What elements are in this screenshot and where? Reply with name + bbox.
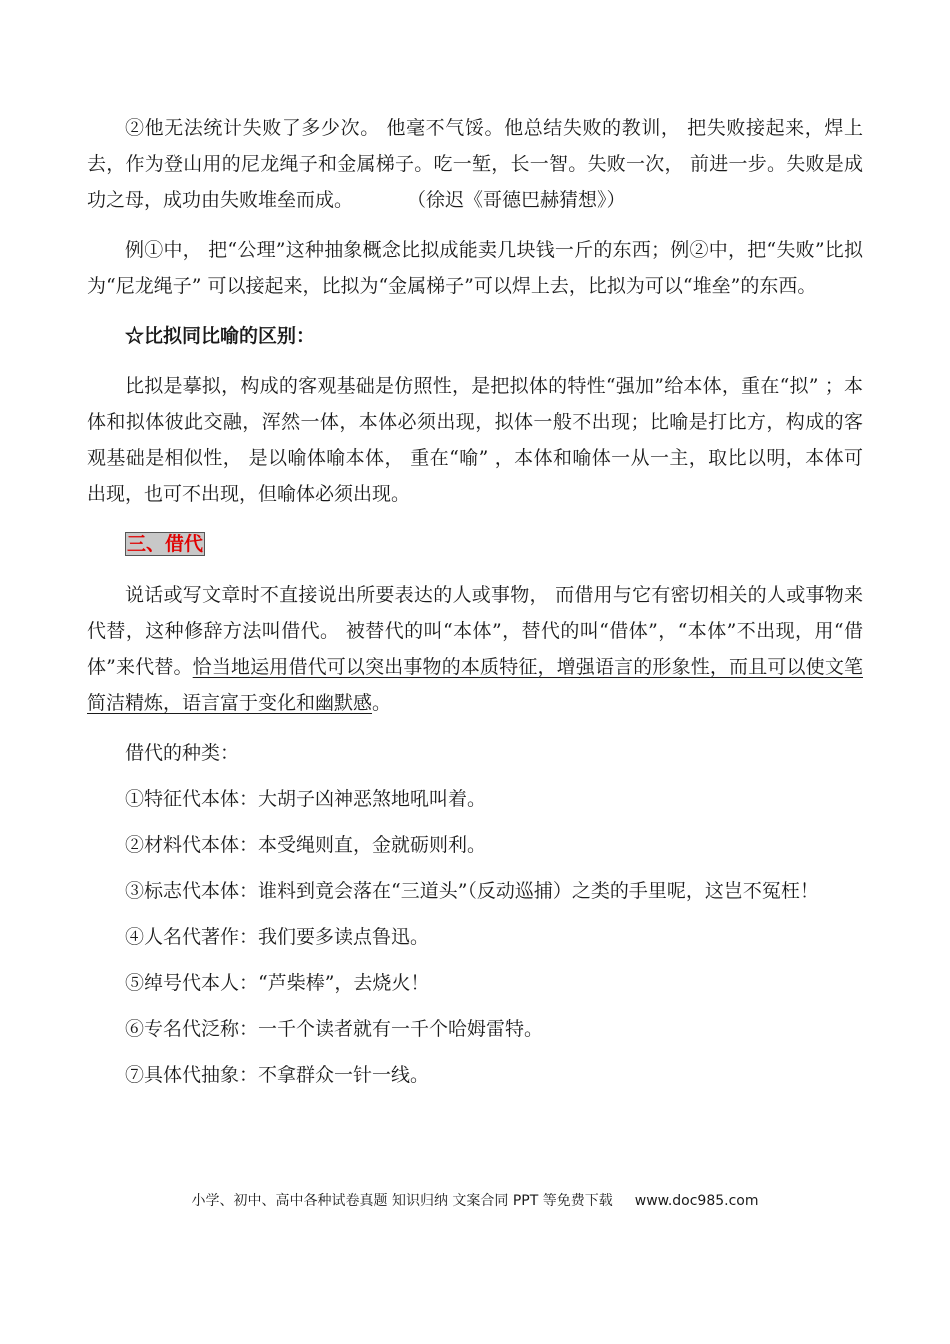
- types-label: 借代的种类：: [125, 742, 240, 764]
- type-item-4: ④人名代著作：我们要多读点鲁迅。: [125, 926, 430, 948]
- footer-text: 小学、初中、高中各种试卷真题 知识归纳 文案合同 PPT 等免费下载: [191, 1193, 613, 1209]
- definition-text: 说话或写文章时不直接说出所要表达的人或事物， 而借用与它有密切相关的人或事物来代替，这种修辞方法叫借代。 被替代的叫“本体”，替代的叫“借体”，“本体”不出现，用“借体”来代替。: [87, 584, 863, 678]
- comparison-paragraph: 比拟是摹拟，构成的客观基础是仿照性，是把拟体的特性“强加”给本体，重在“拟” ；本体和拟体彼此交融，浑然一体，本体必须出现，拟体一般不出现；比喻是打比方，构成的客观基础是相似性， 是以喻体喻本体， 重在“喻” ，本体和喻体一从一主，取比以明，本体可出现，也可不出现，但喻体必须出现。: [87, 375, 863, 505]
- type-item-2: ②材料代本体：本受绳则直，金就砺则利。: [125, 834, 487, 856]
- example-citation: （徐迟《哥德巴赫猜想》）: [407, 189, 626, 211]
- example-paragraph: [87, 110, 863, 218]
- example-text: ②他无法统计失败了多少次。 他毫不气馁。他总结失败的教训， 把失败接起来，焊上去，作为登山用的尼龙绳子和金属梯子。吃一堑，长一智。失败一次， 前进一步。失败是成功之母，成功由失败堆垒而成。: [87, 117, 863, 211]
- analysis-paragraph: 例①中， 把“公理”这种抽象概念比拟成能卖几块钱一斤的东西；例②中，把“失败”比拟为“尼龙绳子” 可以接起来，比拟为“金属梯子”可以焊上去，比拟为可以“堆垒”的东西。: [87, 239, 863, 297]
- section-heading-row: [87, 526, 863, 563]
- definition-paragraph: [87, 577, 863, 721]
- footer-url[interactable]: www.doc985.com: [634, 1193, 759, 1209]
- type-item-6: ⑥专名代泛称：一千个读者就有一千个哈姆雷特。: [125, 1018, 544, 1040]
- definition-end: 。: [372, 692, 392, 714]
- type-item-7: ⑦具体代抽象：不拿群众一针一线。: [125, 1064, 430, 1086]
- type-item-5: ⑤绰号代本人：“芦柴棒”，去烧火！: [125, 972, 430, 994]
- type-item-3: ③标志代本体：谁料到竟会落在“三道头”（反动巡捕）之类的手里呢，这岂不冤枉！: [125, 880, 819, 902]
- comparison-heading: ☆比拟同比喻的区别：: [125, 325, 316, 347]
- section-heading: 三、借代: [127, 533, 204, 555]
- definition-underlined: 恰当地运用借代可以突出事物的本质特征，增强语言的形象性，而且可以使文笔简洁精炼，语言富于变化和幽默感: [87, 656, 863, 714]
- type-item-1: ①特征代本体：大胡子凶神恶煞地吼叫着。: [125, 788, 487, 810]
- page-footer: [0, 1190, 950, 1210]
- page-content: [87, 110, 863, 1103]
